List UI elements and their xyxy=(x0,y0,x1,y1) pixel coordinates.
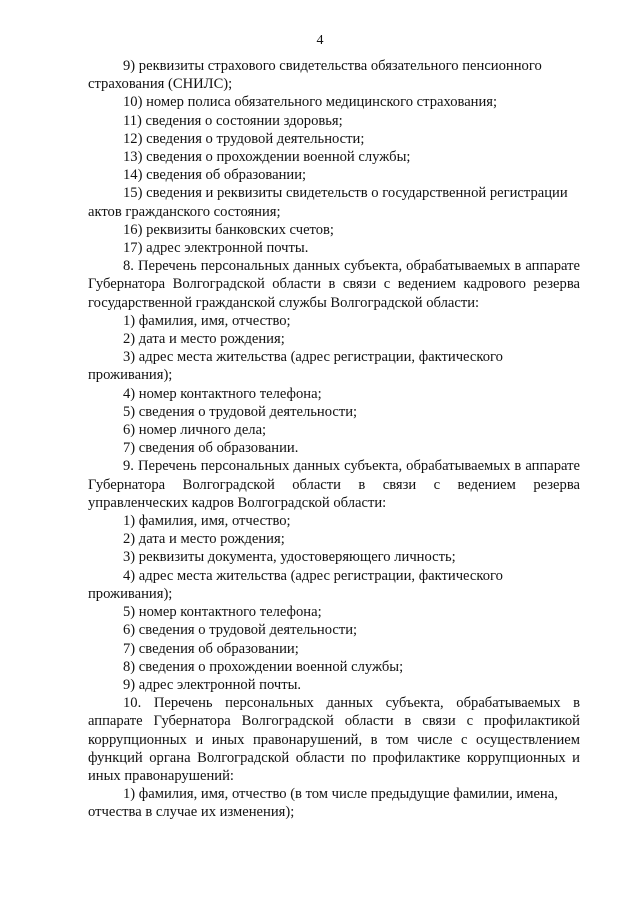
list-item: 14) сведения об образовании; xyxy=(123,167,307,184)
list-item: 5) номер контактного телефона; xyxy=(123,604,322,621)
list-item: 9) реквизиты страхового свидетельства обязательного пенсионного страхования (СНИЛС); xyxy=(88,58,542,93)
list-item: 17) адрес электронной почты. xyxy=(123,240,309,257)
list-item: 6) номер личного дела; xyxy=(123,422,267,439)
list-item: 1) фамилия, имя, отчество (в том числе предыдущие фамилии, имена, отчества в случае их изменения); xyxy=(88,786,558,821)
list-item: 2) дата и место рождения; xyxy=(123,331,285,348)
list-item: 4) адрес места жительства (адрес регистрации, фактического проживания); xyxy=(88,567,503,602)
list-item: 7) сведения об образовании; xyxy=(123,640,299,657)
list-item: 1) фамилия, имя, отчество; xyxy=(123,312,291,329)
section-paragraph: 9. Перечень персональных данных субъекта, обрабатываемых в аппарате Губернатора Волгоградской области в связи с ведением резерва управленческих кадров Волгоградской области: xyxy=(88,458,580,511)
list-item: 2) дата и место рождения; xyxy=(123,531,285,548)
list-item: 16) реквизиты банковских счетов; xyxy=(123,221,334,238)
page-number: 4 xyxy=(316,33,324,48)
list-item: 8) сведения о прохождении военной службы; xyxy=(123,658,404,675)
list-item: 9) адрес электронной почты. xyxy=(123,676,302,693)
list-item: 6) сведения о трудовой деятельности; xyxy=(123,622,358,639)
list-item: 3) реквизиты документа, удостоверяющего личность; xyxy=(123,549,456,566)
list-item: 12) сведения о трудовой деятельности; xyxy=(123,130,365,147)
list-item: 11) сведения о состоянии здоровья; xyxy=(123,112,343,129)
list-item: 10) номер полиса обязательного медицинского страхования; xyxy=(123,94,498,111)
list-item: 15) сведения и реквизиты свидетельств о государственной регистрации актов гражданского состояния; xyxy=(88,185,568,220)
list-item: 5) сведения о трудовой деятельности; xyxy=(123,403,358,420)
list-item: 1) фамилия, имя, отчество; xyxy=(123,513,291,530)
document-body xyxy=(88,57,580,822)
list-item: 4) номер контактного телефона; xyxy=(123,385,322,402)
section-paragraph: 10. Перечень персональных данных субъекта, обрабатываемых в аппарате Губернатора Волгоградской области в связи с профилактикой коррупционных и иных правонарушений, в том числе с осуществлением функций органа Волгоградской области по профилактике коррупционных и иных правонарушений: xyxy=(88,695,580,784)
list-item: 13) сведения о прохождении военной службы; xyxy=(123,149,411,166)
section-paragraph: 8. Перечень персональных данных субъекта, обрабатываемых в аппарате Губернатора Волгоградской области в связи с ведением кадрового резерва государственной гражданской службы Волгоградской области: xyxy=(88,258,580,311)
list-item: 7) сведения об образовании. xyxy=(123,440,299,457)
list-item: 3) адрес места жительства (адрес регистрации, фактического проживания); xyxy=(88,349,503,384)
